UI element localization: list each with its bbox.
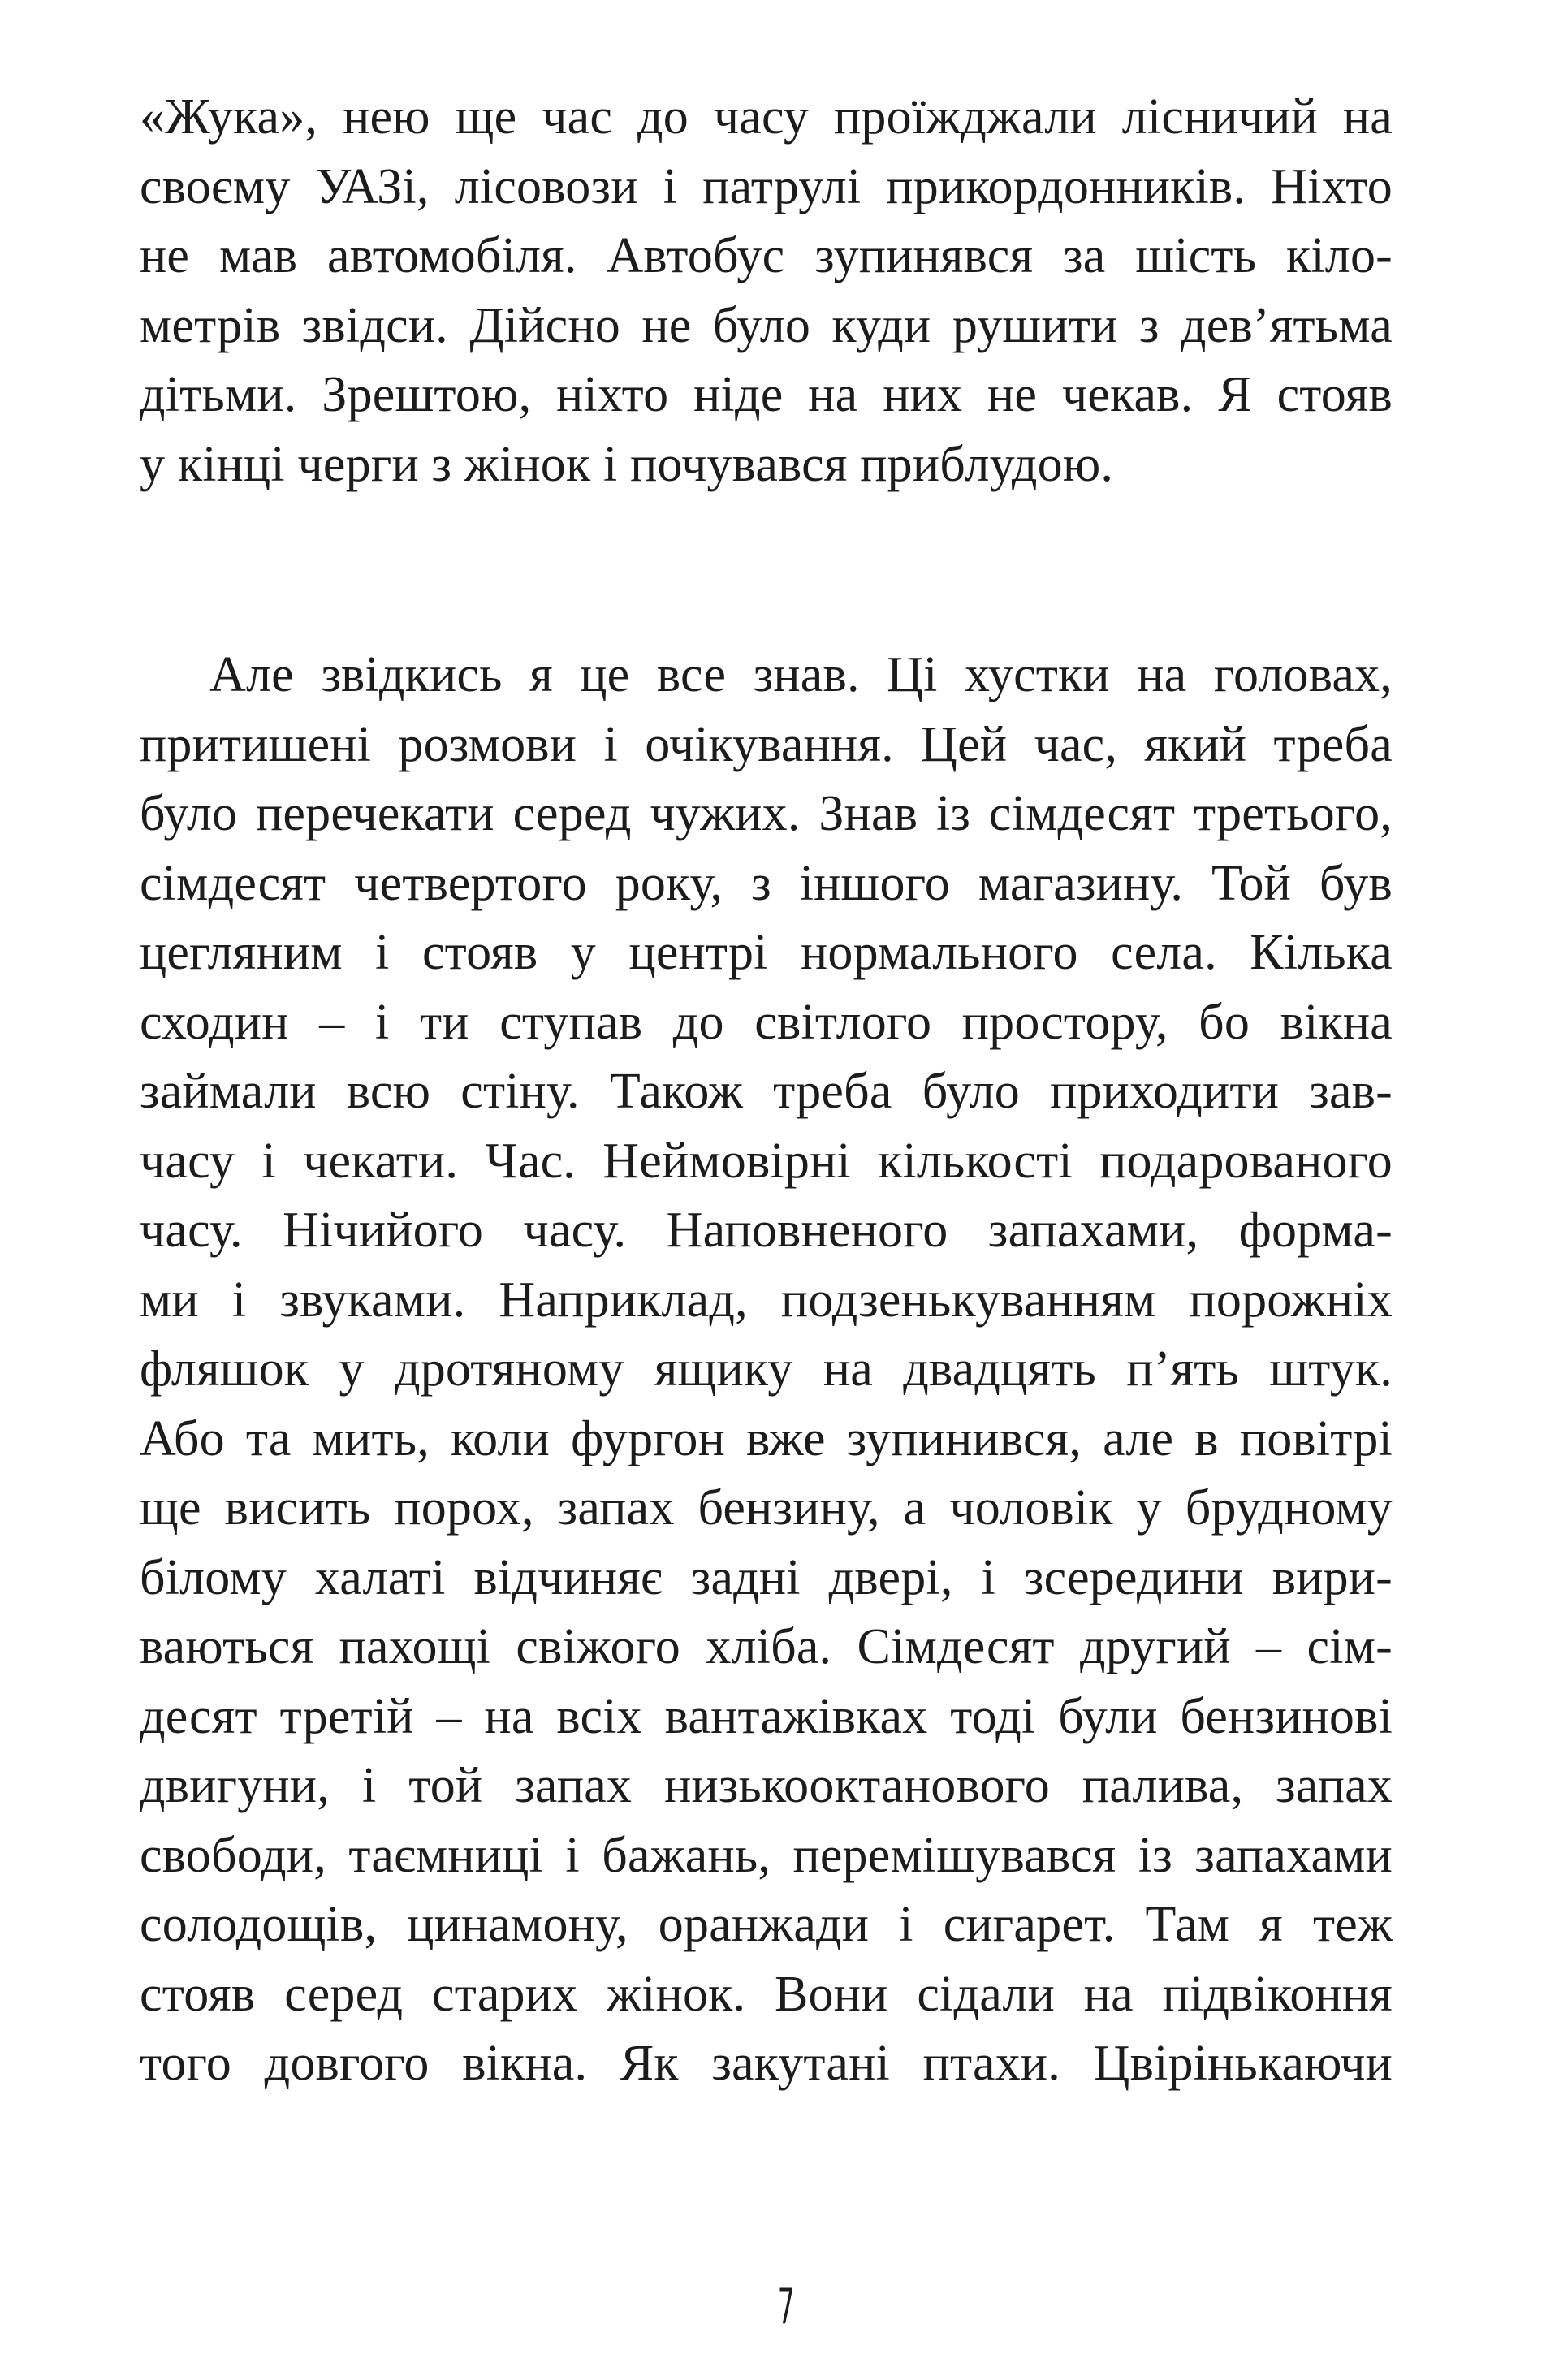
text-line: десят третій – на всіх вантажівках тоді були бензинові (140, 1688, 1393, 1744)
text-line: ваються пахощі свіжого хліба. Сімдесят другий – сім- (140, 1619, 1393, 1674)
text-line: ми і звуками. Наприклад, подзенькуванням порожніх (140, 1272, 1393, 1328)
text-line: метрів звідси. Дійсно не було куди рушити з дев’ятьма (140, 297, 1393, 353)
text-line: «Жука», нею ще час до часу проїжджали лісничий на (140, 89, 1393, 145)
text-line: двигуни, і той запах низькооктанового палива, запах (140, 1758, 1393, 1813)
text-line: своєму УАЗі, лісовози і патрулі прикордонників. Ніхто (140, 158, 1393, 214)
text-line: не мав автомобіля. Автобус зупинявся за шість кіло- (140, 228, 1393, 283)
paragraph-2 (140, 641, 1393, 2099)
text-line: часу і чекати. Час. Неймовірні кількості подарованого (140, 1133, 1393, 1189)
text-line: часу. Нічийого часу. Наповненого запахами, форма- (140, 1203, 1393, 1258)
text-line: дітьми. Зрештою, ніхто ніде на них не чекав. Я стояв (140, 367, 1393, 422)
page-number: 7 (777, 2278, 795, 2335)
text-line: було перечекати серед чужих. Знав із сімдесят третього, (140, 786, 1393, 841)
text-line: ще висить порох, запах бензину, а чоловік у брудному (140, 1480, 1393, 1536)
text-line: притишені розмови і очікування. Цей час, який треба (140, 716, 1393, 772)
text-line: того довгого вікна. Як закутані птахи. Цвірінькаючи (140, 2036, 1393, 2091)
text-line: свободи, таємниці і бажань, перемішувався із запахами (140, 1827, 1393, 1883)
text-line: Але звідкись я це все знав. Ці хустки на головах, (209, 647, 1393, 702)
text-line: займали всю стіну. Також треба було приходити зав- (140, 1064, 1393, 1119)
text-line: стояв серед старих жінок. Вони сідали на підвіконня (140, 1966, 1393, 2022)
text-line: цегляним і стояв у центрі нормального села. Кілька (140, 925, 1393, 980)
text-line: у кінці черги з жінок і почувався приблудою. (140, 436, 1114, 492)
text-line: Або та мить, коли фургон вже зупинився, але в повітрі (140, 1410, 1393, 1466)
text-line: сходин – і ти ступав до світлого простору, бо вікна (140, 994, 1393, 1050)
text-line: білому халаті відчиняє задні двері, і зсередини вири- (140, 1549, 1393, 1605)
paragraph-1 (140, 83, 1393, 499)
text-line: солодощів, цинамону, оранжади і сигарет. Там я теж (140, 1897, 1393, 1952)
text-line: сімдесят четвертого року, з іншого магазину. Той був (140, 855, 1393, 911)
text-line: фляшок у дротяному ящику на двадцять п’ять штук. (140, 1341, 1393, 1397)
